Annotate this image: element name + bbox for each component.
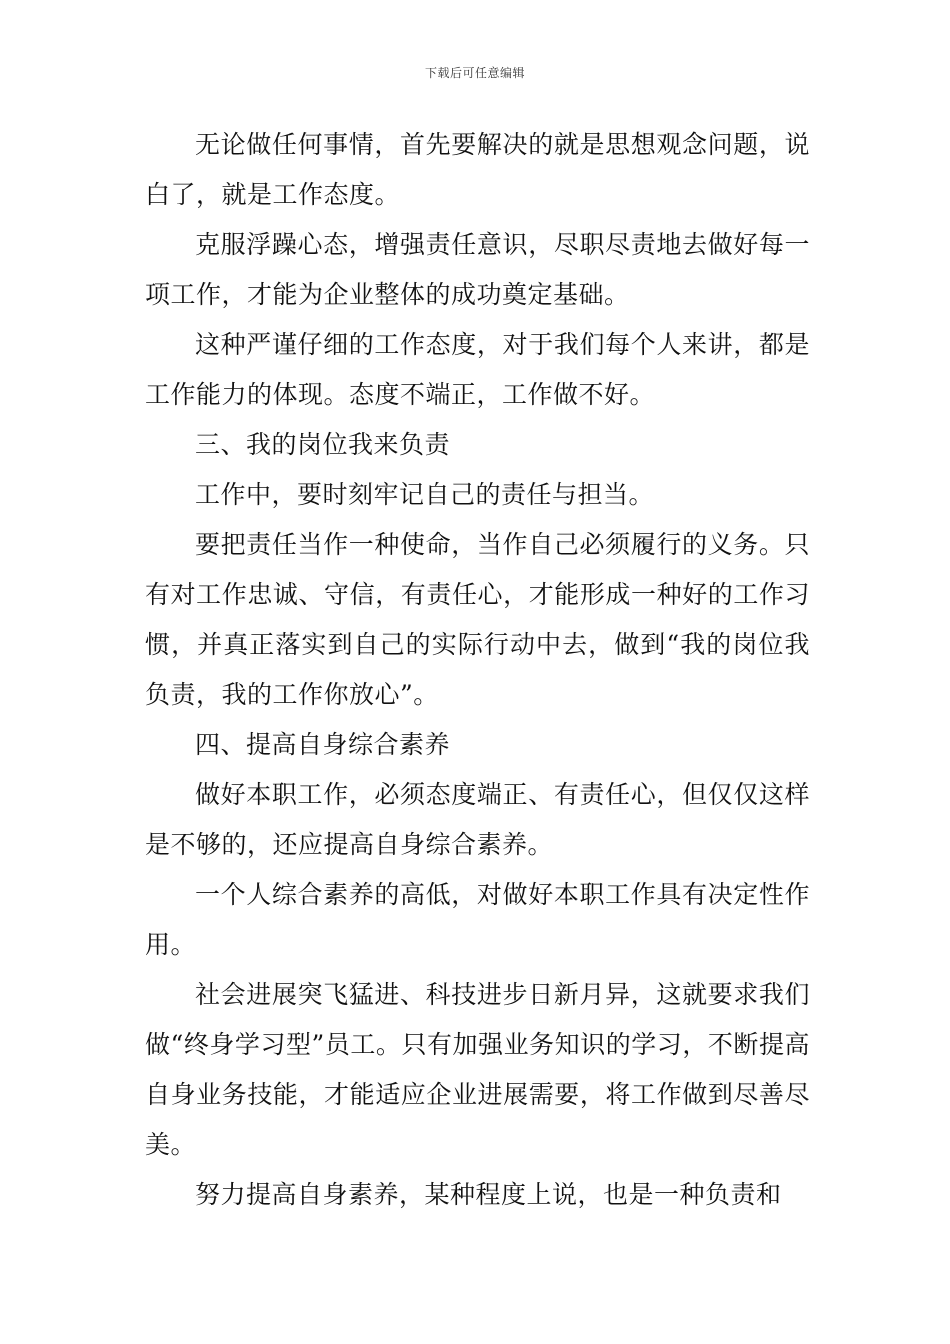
paragraph-overall-quality: 一个人综合素养的高低，对做好本职工作具有决定性作用。 (145, 880, 810, 959)
paragraph-rigorous-attitude: 这种严谨仔细的工作态度，对于我们每个人来讲，都是工作能力的体现。态度不端正，工作做不好。 (145, 330, 810, 409)
paragraph-responsibility-mission: 要把责任当作一种使命，当作自己必须履行的义务。只有对工作忠诚、守信，有责任心，才能形成一种好的工作习惯，并真正落实到自己的实际行动中去，做到“我的岗位我负责，我的工作你放心”。 (145, 530, 810, 709)
paragraph-lifelong-learning: 社会进展突飞猛进、科技进步日新月异，这就要求我们做“终身学习型”员工。只有加强业务知识的学习，不断提高自身业务技能，才能适应企业进展需要，将工作做到尽善尽美。 (145, 980, 810, 1159)
page-header: 下载后可任意编辑 (424, 66, 525, 80)
paragraph-not-enough: 做好本职工作，必须态度端正、有责任心，但仅仅这样是不够的，还应提高自身综合素养。 (145, 780, 810, 859)
document-body (145, 120, 810, 1220)
paragraph-improve-quality: 努力提高自身素养，某种程度上说，也是一种负责和 (195, 1180, 782, 1209)
section-heading-4: 四、提高自身综合素养 (195, 730, 451, 759)
paragraph-remember-responsibility: 工作中，要时刻牢记自己的责任与担当。 (195, 480, 655, 509)
paragraph-work-attitude: 无论做任何事情，首先要解决的就是思想观念问题，说白了，就是工作态度。 (145, 130, 810, 209)
section-heading-3: 三、我的岗位我来负责 (195, 430, 451, 459)
paragraph-responsibility-awareness: 克服浮躁心态，增强责任意识，尽职尽责地去做好每一项工作，才能为企业整体的成功奠定基础。 (145, 230, 810, 309)
